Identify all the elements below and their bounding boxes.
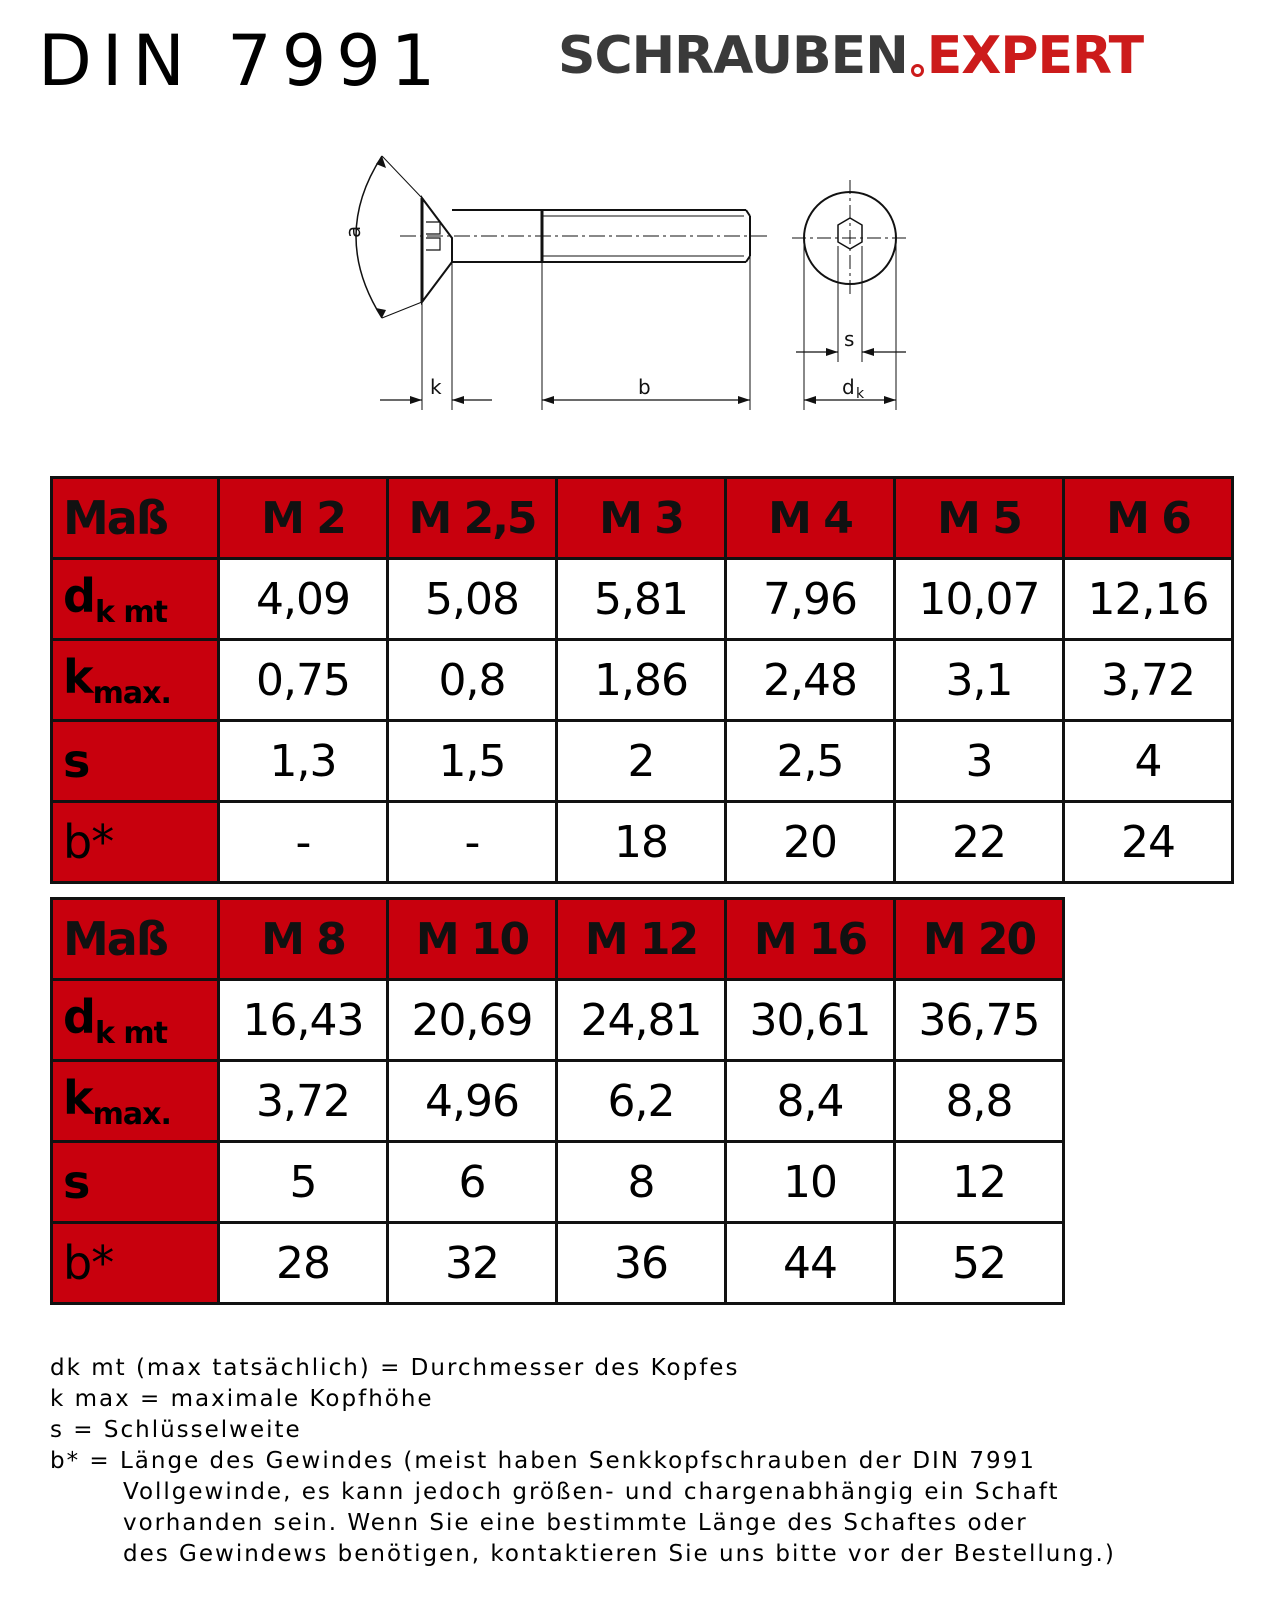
header-label: Maß [52,899,219,980]
screw-technical-drawing [330,150,930,430]
table-row [52,559,1233,640]
size-header: M 10 [388,899,557,980]
brand-logo [558,26,1144,86]
label-dk: d [842,375,855,399]
table-cell: 2 [557,721,726,802]
table-cell: 5 [219,1142,388,1223]
logo-dot-icon [911,64,924,77]
row-label-main: k [63,649,93,704]
size-header: M 2 [219,478,388,559]
size-header: M 16 [726,899,895,980]
table-cell: 0,8 [388,640,557,721]
table-cell: 10,07 [895,559,1064,640]
table-cell: 8,8 [895,1061,1064,1142]
row-label-b: b* [52,802,219,883]
table-cell: 24 [1064,802,1233,883]
row-label-dk [52,980,219,1061]
table-cell: 0,75 [219,640,388,721]
row-label-sub: k mt [94,594,167,630]
table-cell: 20,69 [388,980,557,1061]
legend-notes [50,1353,1260,1570]
table-header-row [52,899,1064,980]
table-cell: 1,5 [388,721,557,802]
size-header: M 8 [219,899,388,980]
table-cell: 3,72 [1064,640,1233,721]
table-cell: 4 [1064,721,1233,802]
label-k: k [430,375,442,399]
table-cell: 44 [726,1223,895,1304]
note-line: s = Schlüsselweite [50,1417,302,1443]
table-cell: 8,4 [726,1061,895,1142]
table-cell: 7,96 [726,559,895,640]
header-label: Maß [52,478,219,559]
table-cell: 1,86 [557,640,726,721]
table-cell: 1,3 [219,721,388,802]
table-cell: 3,72 [219,1061,388,1142]
table-cell: 4,96 [388,1061,557,1142]
table-cell: 5,08 [388,559,557,640]
table-cell: - [219,802,388,883]
row-label-main: k [63,1070,93,1125]
size-header: M 12 [557,899,726,980]
table-cell: 2,5 [726,721,895,802]
note-line: dk mt (max tatsächlich) = Durchmesser des Kopfes [50,1355,740,1381]
table-row [52,721,1233,802]
row-label-sub: k mt [94,1015,167,1051]
table-cell: 30,61 [726,980,895,1061]
table-cell: 6,2 [557,1061,726,1142]
size-header: M 6 [1064,478,1233,559]
size-header: M 4 [726,478,895,559]
row-label-main: d [63,568,95,623]
note-line: k max = maximale Kopfhöhe [50,1386,434,1412]
row-label-sub: max. [92,675,171,711]
row-label-s: s [52,1142,219,1223]
table-cell: 28 [219,1223,388,1304]
table-cell: 3,1 [895,640,1064,721]
label-a: a [341,225,365,238]
table-cell: 20 [726,802,895,883]
table-cell: 6 [388,1142,557,1223]
table-cell: 3 [895,721,1064,802]
label-b: b [638,375,651,399]
row-label-b: b* [52,1223,219,1304]
table-cell: 22 [895,802,1064,883]
table-cell: 36,75 [895,980,1064,1061]
note-line: b* = Länge des Gewindes (meist haben Senkkopfschrauben der DIN 7991 [50,1448,1036,1474]
row-label-k [52,640,219,721]
row-label-sub: max. [92,1096,171,1132]
note-line: vorhanden sein. Wenn Sie eine bestimmte Länge des Schaftes oder [123,1510,1028,1536]
table-header-row [52,478,1233,559]
table-row [52,1223,1064,1304]
table-cell: 12 [895,1142,1064,1223]
dimensions-table-2 [50,897,1065,1305]
note-line: des Gewindews benötigen, kontaktieren Sie uns bitte vor der Bestellung.) [123,1541,1116,1567]
table-cell: 18 [557,802,726,883]
dimensions-table-1 [50,476,1234,884]
table-cell: 10 [726,1142,895,1223]
table-row [52,640,1233,721]
note-line: Vollgewinde, es kann jedoch größen- und chargenabhängig ein Schaft [123,1479,1060,1505]
table-cell: 2,48 [726,640,895,721]
label-s: s [844,327,855,351]
table-row [52,1142,1064,1223]
table-row [52,1061,1064,1142]
table-cell: 12,16 [1064,559,1233,640]
table-row [52,802,1233,883]
size-header: M 2,5 [388,478,557,559]
table-cell: 32 [388,1223,557,1304]
row-label-k [52,1061,219,1142]
table-cell: 36 [557,1223,726,1304]
row-label-main: d [63,989,95,1044]
table-cell: 8 [557,1142,726,1223]
table-cell: - [388,802,557,883]
logo-text-schrauben: SCHRAUBEN [558,26,908,86]
table-cell: 52 [895,1223,1064,1304]
table-row [52,980,1064,1061]
size-header: M 3 [557,478,726,559]
label-dk-sub: k [856,386,865,402]
table-cell: 5,81 [557,559,726,640]
row-label-dk [52,559,219,640]
size-header: M 20 [895,899,1064,980]
size-header: M 5 [895,478,1064,559]
table-cell: 24,81 [557,980,726,1061]
table-cell: 4,09 [219,559,388,640]
page-title: DIN 7991 [38,20,446,102]
table-cell: 16,43 [219,980,388,1061]
logo-text-expert: EXPERT [926,26,1144,86]
row-label-s: s [52,721,219,802]
